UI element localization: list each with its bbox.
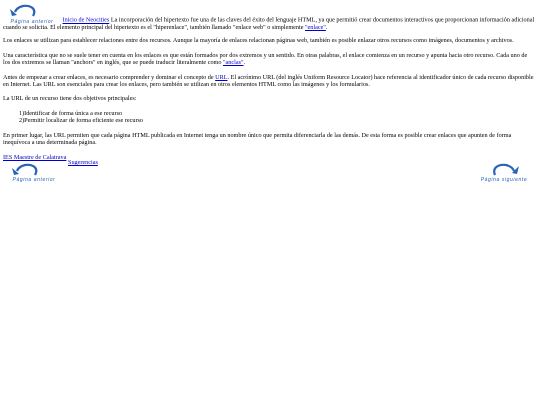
prev-page-button[interactable] bbox=[3, 3, 61, 24]
paragraph-objectives-intro: La URL de un recurso tiene dos objetivos principales: bbox=[3, 95, 137, 103]
anchors-text-end: . bbox=[243, 59, 246, 67]
paragraph-url bbox=[3, 74, 535, 89]
intro-text-end: . bbox=[325, 24, 328, 31]
intro-paragraph bbox=[3, 3, 535, 31]
school-link[interactable]: IES Maestre de Calatrava bbox=[3, 154, 67, 162]
url-text-end: . El acrónimo URL (del inglés Uniform Resource Locator) hace referencia al identificador único de cada recurso disponible en Internet. Las URL son esenciales para crear los enlaces, pero también se utilizan en otros elementos HTML como las imágenes y los formularios. bbox=[3, 73, 534, 89]
objectives-list bbox=[19, 110, 535, 125]
url-link[interactable]: URL bbox=[215, 73, 228, 81]
undo-arrow-icon bbox=[3, 3, 61, 19]
redo-arrow-icon bbox=[475, 162, 533, 178]
undo-arrow-icon bbox=[5, 162, 63, 178]
enlace-link[interactable]: "enlace" bbox=[305, 24, 326, 31]
prev-page-caption: Página anterior bbox=[10, 18, 54, 25]
prev-page-caption-bottom: Página anterior bbox=[12, 177, 56, 184]
url-text: Antes de empezar a crear enlaces, es necesario comprender y dominar el concepto de bbox=[3, 73, 216, 81]
suggestions-link[interactable]: Sugerencias bbox=[68, 158, 98, 166]
list-item: 2)Permitir localizar de forma eficiente ese recurso bbox=[19, 117, 144, 125]
page-content bbox=[3, 3, 535, 186]
anclas-link[interactable]: "anclas" bbox=[223, 59, 244, 67]
paragraph-anchors bbox=[3, 52, 535, 67]
next-page-button[interactable] bbox=[475, 162, 533, 183]
anchors-text: Una característica que no se suele tener en cuenta en los enlaces es que están formados por dos extremos y un sentido. En otras palabras, el enlace comienza en un recurso y apunta hacia otro recurso. Cada uno de los dos extremos se llaman "anchors" en inglés, que se puede traducir literalmente como bbox=[3, 51, 528, 67]
prev-page-button-bottom[interactable] bbox=[5, 162, 63, 183]
paragraph-unique-names: En primer lugar, las URL permiten que cada página HTML publicada en Internet tenga un nombre único que permita diferenciarla de las demás. De esta forma es posible crear enlaces que apunten de forma inequívoca a una determinada página. bbox=[3, 131, 512, 147]
home-link[interactable]: Inicio de Neocities bbox=[62, 16, 110, 24]
list-item: 1)Identificar de forma única a ese recurso bbox=[19, 109, 123, 117]
next-page-caption: Página siguiente bbox=[480, 177, 528, 184]
intro-text: La incorporación del hipertexto fue una de las claves del éxito del lenguaje HTML, ya que permitió crear documentos interactivos que proporcionan información adicional cuando se solicita. El elemento principal del hipertexto es el "hiperenlace", también llamado "enlace web" o simplemente bbox=[3, 16, 535, 31]
paragraph-links-usage: Los enlaces se utilizan para establecer relaciones entre dos recursos. Aunque la mayoría de enlaces relacionan páginas web, también es posible enlazar otros recursos como imágenes, documentos y archivos. bbox=[3, 37, 514, 45]
